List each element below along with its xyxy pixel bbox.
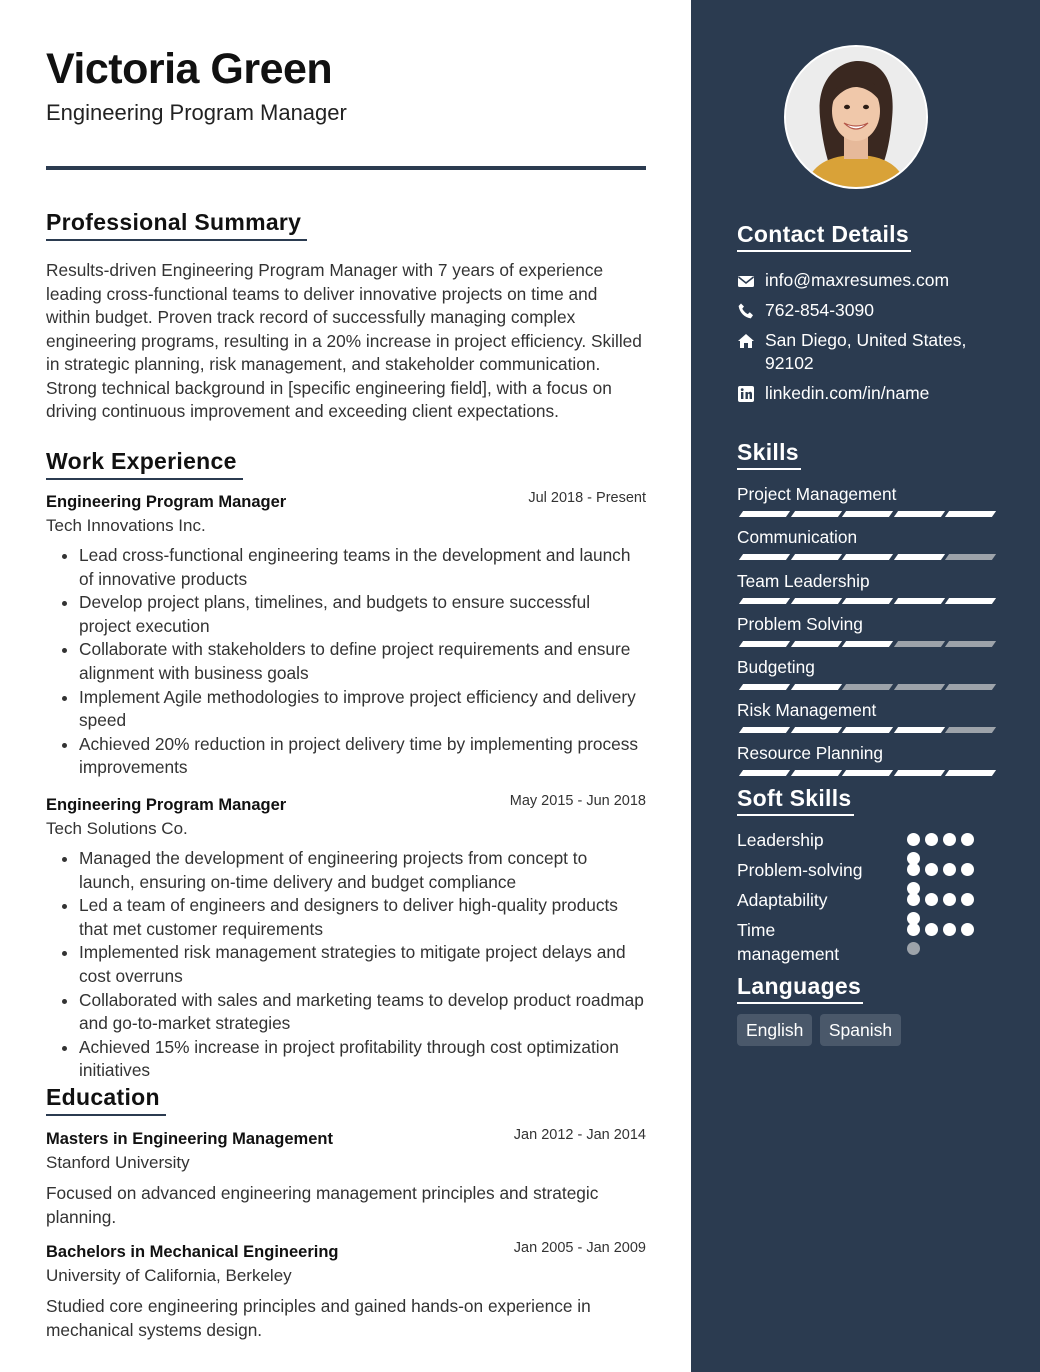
rating-dot-filled	[907, 863, 920, 876]
rating-dot-filled	[943, 923, 956, 936]
languages-heading: Languages	[737, 972, 863, 1004]
soft-skill-name: Time management	[737, 920, 840, 964]
degree-name: Masters in Engineering Management	[46, 1130, 333, 1148]
rating-dot-filled	[925, 923, 938, 936]
rating-dot-filled	[961, 833, 974, 846]
skill-bar-filled	[842, 727, 893, 733]
contact-heading: Contact Details	[737, 220, 911, 252]
job-company: Tech Solutions Co.	[46, 819, 188, 838]
skill-item	[737, 742, 997, 778]
contact-linkedin[interactable]: linkedin.com/in/name	[737, 382, 1007, 405]
language-chip: English	[737, 1014, 812, 1046]
rating-dot-filled	[925, 893, 938, 906]
skill-rating-bar	[737, 641, 997, 649]
soft-skill-name: Leadership	[737, 830, 824, 850]
school-name: Stanford University	[46, 1153, 190, 1172]
skill-bar-filled	[842, 554, 893, 560]
job-bullets	[46, 544, 646, 780]
contact-list	[737, 269, 1007, 412]
job-bullets	[46, 847, 646, 1083]
skill-rating-bar	[737, 727, 997, 735]
phone-icon	[737, 302, 755, 320]
contact-phone[interactable]: 762-854-3090	[737, 299, 1007, 322]
skill-bar-filled	[739, 641, 790, 647]
education-dates: Jan 2005 - Jan 2009	[513, 1240, 646, 1256]
contact-address: San Diego, United States, 92102	[737, 329, 1007, 375]
skill-name: Resource Planning	[737, 743, 884, 763]
summary-text: Results-driven Engineering Program Manager with 7 years of experience leading cross-functional teams to deliver innovative projects on time and within budget. Proven track record of successfully managing complex engineering programs, resulting in a 20% increase in project efficiency. Skilled in strategic planning, risk management, and stakeholder communication. Strong technical background in [specific engineering field], with a focus on driving continuous improvement and exceeding client expectations.	[46, 260, 642, 421]
skill-bar-filled	[893, 598, 944, 604]
skill-bar-filled	[945, 511, 996, 517]
education-entry	[46, 1241, 646, 1342]
rating-dot-filled	[907, 833, 920, 846]
skill-bar-filled	[790, 511, 841, 517]
job-bullet: • Lead cross-functional engineering teams in the development and launch of innovative products	[79, 544, 646, 591]
education-description: Focused on advanced engineering management principles and strategic planning.	[46, 1183, 599, 1227]
rating-dot-filled	[943, 893, 956, 906]
soft-skill-item	[737, 828, 997, 850]
skills-heading: Skills	[737, 438, 801, 470]
job-company: Tech Innovations Inc.	[46, 516, 206, 535]
job-role: Engineering Program Manager	[46, 796, 287, 814]
skill-bar-empty	[945, 684, 996, 690]
sidebar	[691, 0, 1040, 1372]
summary-heading: Professional Summary	[46, 208, 307, 241]
skill-bar-filled	[842, 511, 893, 517]
education-dates: Jan 2012 - Jan 2014	[513, 1127, 646, 1143]
skill-bar-filled	[842, 598, 893, 604]
rating-dot-filled	[961, 923, 974, 936]
skill-item	[737, 483, 997, 519]
job-bullet: • Managed the development of engineering projects from concept to launch, ensuring on-time delivery and budget compliance	[79, 847, 646, 894]
linkedin-icon	[737, 385, 755, 403]
rating-dot-empty	[907, 942, 920, 955]
skill-bar-filled	[790, 727, 841, 733]
skill-bar-empty	[945, 727, 996, 733]
rating-dot-filled	[925, 863, 938, 876]
skill-bar-filled	[739, 684, 790, 690]
soft-skill-item	[737, 918, 997, 964]
education-description: Studied core engineering principles and gained hands-on experience in mechanical systems design.	[46, 1296, 591, 1340]
job-role: Engineering Program Manager	[46, 493, 287, 511]
rating-dot-filled	[907, 893, 920, 906]
skill-item	[737, 526, 997, 562]
skill-bar-filled	[893, 554, 944, 560]
education-heading: Education	[46, 1083, 166, 1116]
job-bullet: • Implemented risk management strategies to mitigate project delays and cost overruns	[79, 941, 646, 988]
rating-dot-filled	[907, 923, 920, 936]
rating-dot-filled	[961, 863, 974, 876]
rating-dot-filled	[943, 833, 956, 846]
skill-rating-bar	[737, 554, 997, 562]
skill-bar-filled	[739, 770, 790, 776]
skill-bar-filled	[739, 554, 790, 560]
degree-name: Bachelors in Mechanical Engineering	[46, 1243, 339, 1261]
envelope-icon	[737, 272, 755, 290]
rating-dot-filled	[961, 893, 974, 906]
home-icon	[737, 332, 755, 350]
job-bullet: • Collaborate with stakeholders to define project requirements and ensure alignment with business goals	[79, 638, 646, 685]
skill-bar-empty	[893, 641, 944, 647]
soft-skill-item	[737, 888, 997, 910]
skill-bar-filled	[842, 770, 893, 776]
skill-bar-filled	[893, 727, 944, 733]
skill-name: Project Management	[737, 484, 897, 504]
portrait-illustration	[786, 47, 926, 187]
soft-skill-name: Problem-solving	[737, 860, 863, 880]
skill-bar-filled	[893, 770, 944, 776]
skill-name: Problem Solving	[737, 614, 863, 634]
skill-bar-filled	[790, 641, 841, 647]
job-bullet: • Develop project plans, timelines, and budgets to ensure successful project execution	[79, 591, 646, 638]
rating-dot-filled	[943, 863, 956, 876]
skill-item	[737, 613, 997, 649]
job-bullet: • Achieved 15% increase in project profitability through cost optimization initiatives	[79, 1036, 646, 1083]
job-dates: May 2015 - Jun 2018	[509, 793, 646, 809]
education-entry	[46, 1128, 646, 1229]
school-name: University of California, Berkeley	[46, 1266, 292, 1285]
job-entry	[46, 491, 646, 780]
skill-rating-bar	[737, 770, 997, 778]
skill-bar-filled	[893, 511, 944, 517]
skill-bar-filled	[739, 598, 790, 604]
skill-item	[737, 570, 997, 606]
soft-skills-heading: Soft Skills	[737, 784, 854, 816]
skill-bar-empty	[893, 684, 944, 690]
experience-heading: Work Experience	[46, 447, 243, 480]
job-bullet: • Implement Agile methodologies to improve project efficiency and delivery speed	[79, 686, 646, 733]
language-chip: Spanish	[820, 1014, 901, 1046]
skill-bar-filled	[790, 598, 841, 604]
skill-bar-filled	[790, 684, 841, 690]
skill-bar-filled	[739, 511, 790, 517]
skill-bar-filled	[790, 554, 841, 560]
skill-name: Communication	[737, 527, 858, 547]
header-divider	[46, 166, 646, 170]
skill-bar-filled	[790, 770, 841, 776]
skill-name: Team Leadership	[737, 571, 870, 591]
soft-skill-name: Adaptability	[737, 890, 828, 910]
skill-bar-empty	[945, 554, 996, 560]
job-bullet: • Collaborated with sales and marketing teams to develop product roadmap and go-to-market strategies	[79, 989, 646, 1036]
languages-list	[737, 1014, 904, 1046]
job-dates: Jul 2018 - Present	[528, 490, 646, 506]
skill-bar-filled	[739, 727, 790, 733]
skill-bar-empty	[842, 684, 893, 690]
rating-dot-filled	[925, 833, 938, 846]
job-bullet: • Achieved 20% reduction in project delivery time by implementing process improvements	[79, 733, 646, 780]
skill-bar-empty	[945, 641, 996, 647]
skill-name: Risk Management	[737, 700, 877, 720]
skill-bar-filled	[842, 641, 893, 647]
skill-rating-bar	[737, 598, 997, 606]
contact-email[interactable]: info@maxresumes.com	[737, 269, 1007, 292]
skill-item	[737, 656, 997, 692]
profile-photo	[784, 45, 928, 189]
skill-name: Budgeting	[737, 657, 815, 677]
soft-skill-item	[737, 858, 997, 880]
skill-item	[737, 699, 997, 735]
skill-rating-bar	[737, 511, 997, 519]
job-entry	[46, 794, 646, 1083]
skill-rating-bar	[737, 684, 997, 692]
skill-bar-filled	[945, 770, 996, 776]
skill-bar-filled	[945, 598, 996, 604]
job-bullet: • Led a team of engineers and designers to deliver high-quality products that met customer requirements	[79, 894, 646, 941]
job-title: Engineering Program Manager	[46, 100, 347, 125]
candidate-name: Victoria Green	[46, 45, 333, 93]
